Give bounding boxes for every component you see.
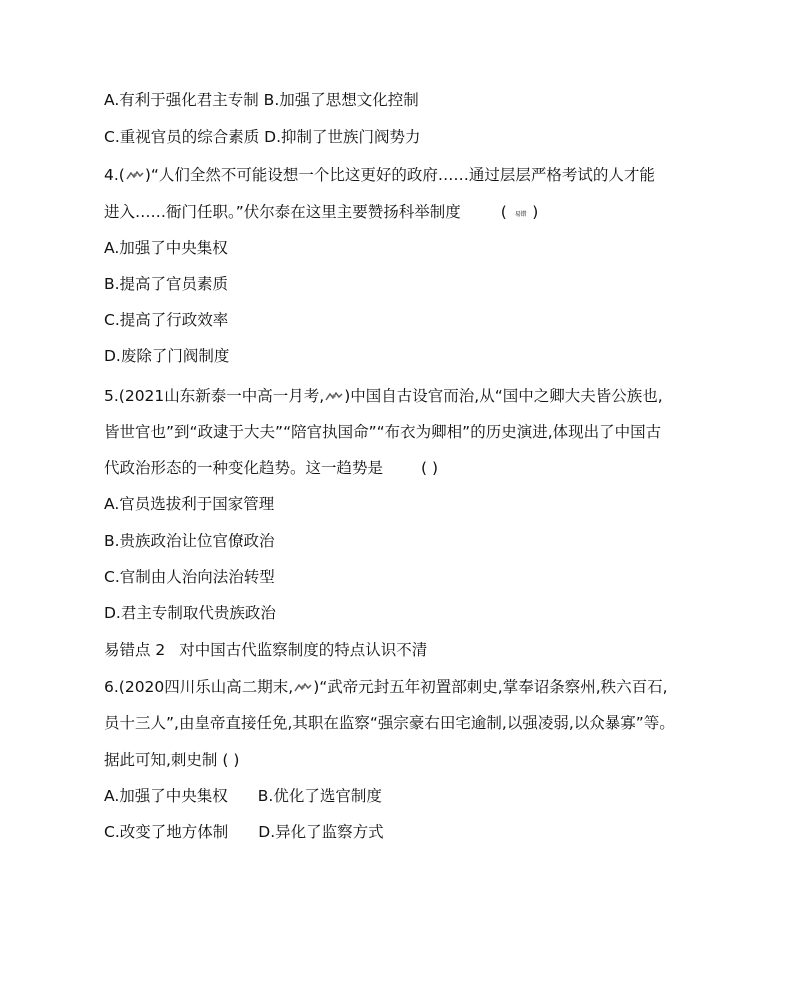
q5-stem-text-1a: 5.(2021山东新泰一中高一月考, <box>104 387 325 405</box>
q6-stem-line-2: 员十三人”,由皇帝直接任免,其职在监察“强宗豪右田宅逾制,以强凌弱,以众暴寡”等。 <box>104 714 675 732</box>
difficulty-mark-icon <box>325 391 343 402</box>
q3-options-line-1: A.有利于强化君主专制 B.加强了思想文化控制 <box>104 91 419 109</box>
q4-number: 4.( <box>104 166 125 184</box>
q6-option-c: C.改变了地方体制 <box>104 823 229 841</box>
q6-options-row-2 <box>104 822 384 842</box>
difficulty-mark-icon <box>126 170 144 181</box>
q6-option-b: B.优化了选官制度 <box>257 787 382 805</box>
q6-option-d: D.异化了监察方式 <box>258 823 384 841</box>
q5-stem-text-3: 代政治形态的一种变化趋势。这一趋势是 <box>104 459 384 477</box>
q5-stem-line-2: 皆世官也”到“政逮于大夫”“陪官执国命”“布衣为卿相”的历史演进,体现出了中国古 <box>104 423 662 441</box>
q6-option-a: A.加强了中央集权 <box>104 787 228 805</box>
q4-answer-paren-close: ) <box>532 203 539 221</box>
q3-options-line-2: C.重视官员的综合素质 D.抑制了世族门阀势力 <box>104 128 421 146</box>
q5-stem-line-1 <box>104 386 663 406</box>
q5-option-b: B.贵族政治让位官僚政治 <box>104 532 275 550</box>
q4-option-d: D.废除了门阀制度 <box>104 347 230 365</box>
q5-option-a: A.官员选拔利于国家管理 <box>104 495 275 513</box>
q6-stem-text-1a: 6.(2020四川乐山高二期末, <box>104 678 294 696</box>
q5-option-d: D.君主专制取代贵族政治 <box>104 604 276 622</box>
section-label: 易错点 2 <box>104 641 166 659</box>
q5-answer-paren: ( ) <box>421 459 439 477</box>
q4-option-b: B.提高了官员素质 <box>104 275 229 293</box>
q4-option-c: C.提高了行政效率 <box>104 311 229 329</box>
q6-options-row-1 <box>104 786 382 806</box>
q5-stem-line-3 <box>104 458 438 478</box>
q4-stem-text-2: 进入……衙门任职。”伏尔泰在这里主要赞扬科举制度 <box>104 203 461 221</box>
q4-option-a: A.加强了中央集权 <box>104 239 228 257</box>
q6-stem-text-1b: )“武帝元封五年初置部刺史,掌奉诏条察州,秩六百石, <box>313 678 668 696</box>
q5-option-c: C.官制由人治向法治转型 <box>104 568 275 586</box>
q4-stem-line-1 <box>104 165 655 185</box>
q4-difficulty-tag: 易错 <box>514 211 527 218</box>
section-heading <box>104 640 427 660</box>
difficulty-mark-icon <box>294 682 312 693</box>
q6-stem-line-3: 据此可知,刺史制 ( ) <box>104 751 240 769</box>
q5-stem-text-1b: )中国自古设官而治,从“国中之卿大夫皆公族也, <box>344 387 663 405</box>
q4-stem-line-2 <box>104 202 538 225</box>
section-title: 对中国古代监察制度的特点认识不清 <box>179 641 428 659</box>
q4-stem-text-1: )“人们全然不可能设想一个比这更好的政府……通过层层严格考试的人才能 <box>144 166 655 184</box>
q6-stem-line-1 <box>104 677 668 697</box>
q4-answer-paren-open: ( <box>500 203 507 221</box>
